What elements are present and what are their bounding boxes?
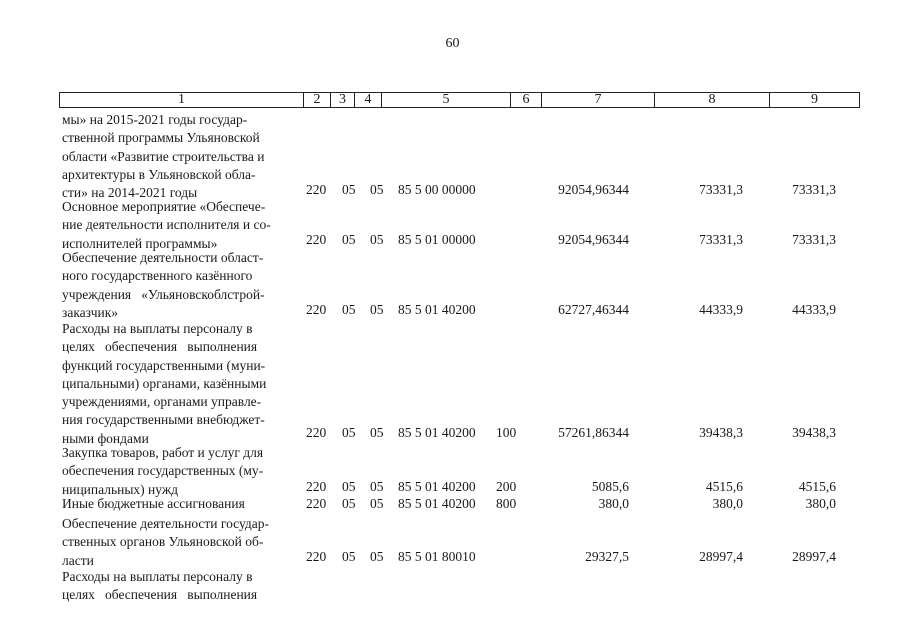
- row-target-article: 85 5 01 40200: [398, 425, 476, 440]
- row-expense-type: 200: [496, 479, 517, 494]
- column-header-1: 1: [60, 93, 304, 108]
- row-amount-col8: 4515,6: [705, 479, 743, 494]
- row-description: Закупка товаров, работ и услуг для обеспечения государственных (му- ниципальных) нужд: [62, 445, 264, 497]
- row-amount-col8: 380,0: [712, 496, 743, 511]
- row-section-code: 05: [342, 479, 356, 494]
- row-subsection-code: 05: [370, 549, 384, 564]
- row-description: Расходы на выплаты персоналу в целях обеспечения выполнения: [62, 569, 258, 603]
- row-section-code: 05: [342, 232, 356, 247]
- row-amount-col8: 28997,4: [699, 549, 743, 564]
- row-amount-col9: 4515,6: [798, 479, 836, 494]
- row-amount-col7: 62727,46344: [558, 302, 629, 317]
- row-ministry-code: 220: [306, 496, 327, 511]
- row-amount-col9: 73331,3: [792, 232, 836, 247]
- row-amount-col9: 380,0: [805, 496, 836, 511]
- row-ministry-code: 220: [306, 302, 327, 317]
- row-amount-col8: 44333,9: [699, 302, 743, 317]
- row-subsection-code: 05: [370, 479, 384, 494]
- row-ministry-code: 220: [306, 232, 327, 247]
- row-target-article: 85 5 01 40200: [398, 479, 476, 494]
- page-number: 60: [445, 36, 460, 51]
- row-target-article: 85 5 01 80010: [398, 549, 476, 564]
- row-subsection-code: 05: [370, 232, 384, 247]
- row-description: Обеспечение деятельности област- ного государственного казённого учреждения «Ульяновскоблстрой- заказчик»: [62, 250, 265, 320]
- row-subsection-code: 05: [370, 496, 384, 511]
- row-expense-type: 100: [496, 425, 517, 440]
- row-subsection-code: 05: [370, 182, 384, 197]
- row-amount-col9: 39438,3: [792, 425, 836, 440]
- row-amount-col8: 73331,3: [699, 182, 743, 197]
- row-target-article: 85 5 00 00000: [398, 182, 476, 197]
- row-description: Расходы на выплаты персоналу в целях обеспечения выполнения функций государственными (муни- ципальными) органами, казёнными учреждениями, органами управле- ния государственными внебюджет- ными фондами: [62, 321, 267, 446]
- column-header-7: 7: [542, 93, 655, 108]
- column-header-8: 8: [655, 93, 770, 108]
- column-header-2: 2: [304, 93, 331, 108]
- column-header-6: 6: [511, 93, 542, 108]
- row-ministry-code: 220: [306, 549, 327, 564]
- row-subsection-code: 05: [370, 425, 384, 440]
- row-ministry-code: 220: [306, 425, 327, 440]
- row-amount-col7: 29327,5: [585, 549, 629, 564]
- row-description: мы» на 2015-2021 годы государ- ственной программы Ульяновской области «Развитие строительства и архитектуры в Ульяновской обла- сти» на 2014-2021 годы: [62, 112, 265, 201]
- row-description: Обеспечение деятельности государ- ственных органов Ульяновской об- ласти: [62, 516, 270, 568]
- row-amount-col7: 380,0: [598, 496, 629, 511]
- row-amount-col9: 28997,4: [792, 549, 836, 564]
- row-expense-type: 800: [496, 496, 517, 511]
- row-subsection-code: 05: [370, 302, 384, 317]
- row-amount-col7: 5085,6: [591, 479, 629, 494]
- row-ministry-code: 220: [306, 182, 327, 197]
- row-description: Иные бюджетные ассигнования: [62, 496, 245, 511]
- row-target-article: 85 5 01 00000: [398, 232, 476, 247]
- row-section-code: 05: [342, 496, 356, 511]
- row-ministry-code: 220: [306, 479, 327, 494]
- row-section-code: 05: [342, 182, 356, 197]
- row-section-code: 05: [342, 302, 356, 317]
- column-header-9: 9: [770, 93, 860, 108]
- row-amount-col7: 57261,86344: [558, 425, 629, 440]
- row-section-code: 05: [342, 425, 356, 440]
- row-target-article: 85 5 01 40200: [398, 302, 476, 317]
- row-amount-col7: 92054,96344: [558, 182, 629, 197]
- column-header-3: 3: [331, 93, 355, 108]
- row-description: Основное мероприятие «Обеспече- ние деятельности исполнителя и со- исполнителей программы»: [62, 199, 271, 251]
- row-section-code: 05: [342, 549, 356, 564]
- column-header-4: 4: [355, 93, 382, 108]
- row-amount-col8: 73331,3: [699, 232, 743, 247]
- row-amount-col7: 92054,96344: [558, 232, 629, 247]
- row-target-article: 85 5 01 40200: [398, 496, 476, 511]
- row-amount-col9: 73331,3: [792, 182, 836, 197]
- row-amount-col9: 44333,9: [792, 302, 836, 317]
- row-amount-col8: 39438,3: [699, 425, 743, 440]
- column-header-5: 5: [382, 93, 511, 108]
